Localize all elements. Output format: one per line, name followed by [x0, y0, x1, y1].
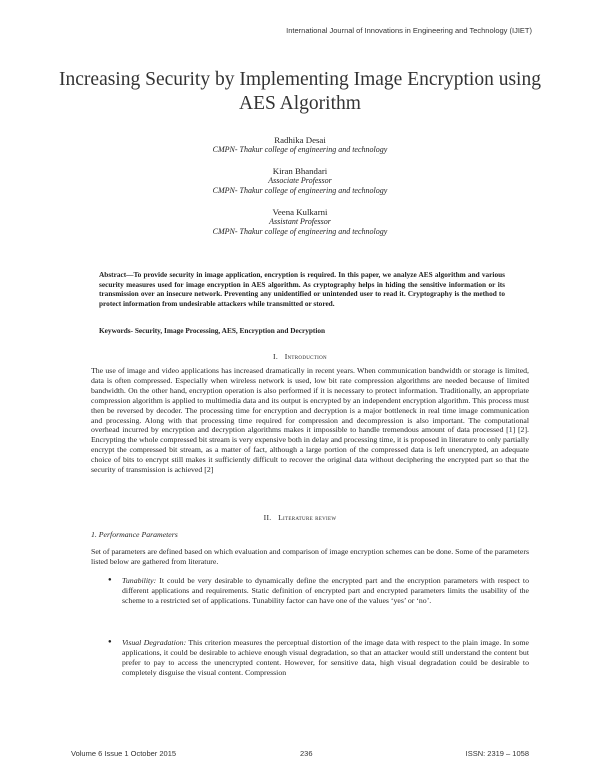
footer-volume: Volume 6 Issue 1 October 2015: [71, 749, 177, 758]
author-affiliation: CMPN- Thakur college of engineering and technology: [212, 186, 388, 195]
section-number: II.: [263, 513, 272, 522]
author-name: Radhika Desai: [274, 135, 326, 145]
author-affiliation: CMPN- Thakur college of engineering and technology: [212, 145, 388, 154]
author-1: [60, 135, 540, 155]
abstract: Abstract—To provide security in image application, encryption is required. In this paper, we analyze AES algorithm and various security measures used for image encryption in AES algorithm. As cryptography helps in hiding the sensitive information or its transmission over an insecure network. Preventing any unidentified or unintended user to read it. Cryptography is the method to protect information from undesirable attackers while transmitted or stored.: [99, 270, 505, 308]
bullet-item-visual-degradation: [108, 638, 529, 678]
footer-issn: ISSN: 2319 – 1058: [465, 749, 529, 758]
author-name: Veena Kulkarni: [272, 207, 328, 217]
author-3: [60, 207, 540, 237]
section-heading-literature-review: [60, 513, 540, 522]
section-heading-introduction: [60, 352, 540, 361]
section-number: I.: [273, 352, 279, 361]
introduction-paragraph: The use of image and video applications has increased dramatically in recent years. When communication bandwidth or storage is limited, data is often compressed. Especially when wireless network is used, low bit rate compression algorithms are needed because of limited bandwidth. On the other hand, encryption operation is also performed if it is necessary to protect information. Traditionally, an appropriate compression algorithm is applied to multimedia data and its output is encrypted by an independent encryption algorithm. This process must then be reversed by decoder. The processing time for encryption and decryption is a major bottleneck in real time image communication and processing. Along with that processing time required for compression and decompression is also important. The computational overhead incurred by encryption and decryption algorithms makes it impossible to handle tremendous amount of data processed [1] [2]. Encrypting the whole compressed bit stream is very expensive both in delay and processing time, it is proposed in literature to only partially encrypt the compressed bit stream, as a matter of fact, although a large portion of the compressed data is left unencrypted, an adequate choice of bits to encrypt still makes it sufficiently difficult to recover the original data without deciphering the encrypted part so that the security of transmission is achieved [2]: [91, 366, 529, 475]
author-2: [60, 166, 540, 196]
bullet-description: This criterion measures the perceptual distortion of the image data with respect to the plain image. In some applications, it could be desirable to achieve enough visual degradation, so that an attacker would still understand the content but prefer to pay to access the unencrypted content. However, for sensitive data, high visual degradation could be desirable to completely disguise the visual content. Compression: [122, 638, 529, 677]
bullet-term: Tunability:: [122, 576, 157, 585]
bullet-icon: ●: [108, 577, 112, 583]
author-role: Assistant Professor: [269, 217, 331, 226]
bullet-item-tunability: [108, 576, 529, 606]
page-number: 236: [300, 749, 313, 758]
author-role: Associate Professor: [268, 176, 332, 185]
running-head: International Journal of Innovations in Engineering and Technology (IJIET): [286, 26, 532, 35]
bullet-description: It could be very desirable to dynamically define the encrypted part and the encryption parameters with respect to different applications and requirements. Static definition of encrypted part and encrypted parameters limits the usability of the scheme to a restricted set of applications. Tunability factor can have one of the values ‘yes’ or ‘no’.: [122, 576, 529, 605]
section-title: Introduction: [284, 352, 327, 361]
bullet-icon: ●: [108, 639, 112, 645]
author-name: Kiran Bhandari: [272, 166, 328, 176]
paper-title: Increasing Security by Implementing Image Encryption using AES Algorithm: [59, 69, 541, 114]
author-affiliation: CMPN- Thakur college of engineering and technology: [212, 227, 388, 236]
section-title: Literature review: [278, 513, 337, 522]
subsection-heading: 1. Performance Parameters: [91, 530, 178, 539]
bullet-term: Visual Degradation:: [122, 638, 187, 647]
parameters-paragraph: Set of parameters are defined based on which evaluation and comparison of image encryption schemes can be done. Some of the parameters listed below are gathered from literature.: [91, 547, 529, 566]
keywords: Keywords- Security, Image Processing, AES, Encryption and Decryption: [99, 326, 326, 335]
author-block: [60, 135, 540, 248]
